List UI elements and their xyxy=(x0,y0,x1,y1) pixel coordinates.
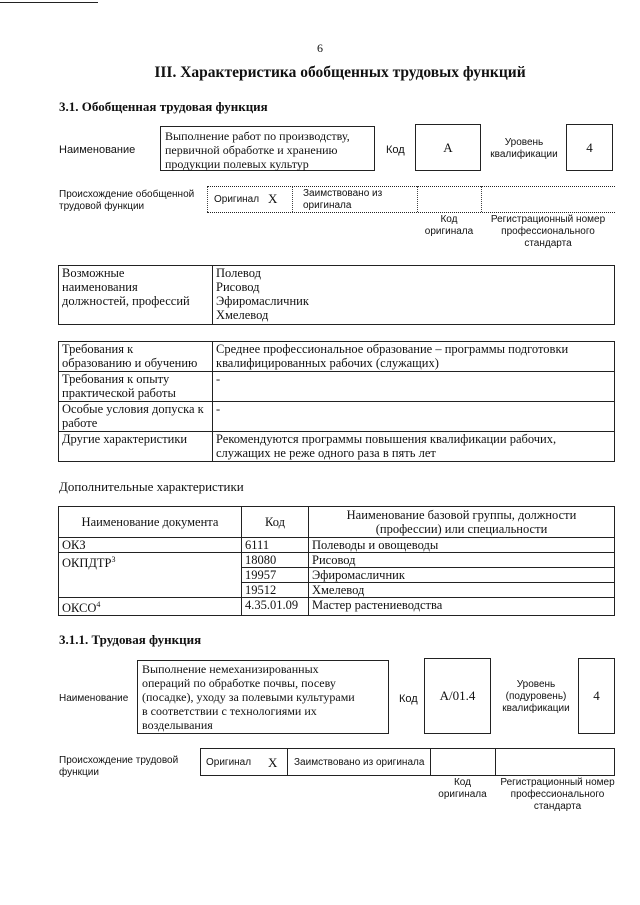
gtf-code-label: Код xyxy=(386,144,405,156)
tf-origin-divider xyxy=(287,748,288,775)
tf-origin-divider xyxy=(614,748,615,775)
additional-name-cell: Хмелевод xyxy=(309,583,615,598)
gtf-origin-underline xyxy=(207,212,615,213)
tf-name-label: Наименование xyxy=(59,693,129,704)
gtf-name-value: Выполнение работ по производству, первичной обработке и хранению продукции полевых культур xyxy=(160,126,375,171)
gtf-origin-divider xyxy=(292,186,293,212)
additional-name-cell: Полеводы и овощеводы xyxy=(309,538,615,553)
tf-origin-divider xyxy=(495,748,496,775)
additional-doc-cell xyxy=(59,598,242,616)
tf-origin-topline xyxy=(200,748,615,749)
additional-doc-cell xyxy=(59,553,242,598)
positions-label: Возможные наименования должностей, профессий xyxy=(59,266,213,325)
additional-header-name: Наименование базовой группы, должности (профессии) или специальности xyxy=(309,507,615,538)
additional-name-cell: Эфиромасличник xyxy=(309,568,615,583)
scan-edge-line xyxy=(0,2,98,3)
tf-borrowed-label: Заимствовано из оригинала xyxy=(294,757,425,768)
tf-level-value: 4 xyxy=(578,658,615,734)
additional-doc-text: ОКСО xyxy=(62,601,97,616)
gtf-origin-divider xyxy=(481,186,482,212)
additional-table xyxy=(58,506,615,616)
additional-name-cell: Мастер растениеводства xyxy=(309,598,615,616)
gtf-heading: 3.1. Обобщенная трудовая функция xyxy=(59,99,268,114)
req-experience-label: Требования к опыту практической работы xyxy=(59,372,213,402)
req-conditions-value: - xyxy=(213,402,615,432)
additional-header-doc: Наименование документа xyxy=(59,507,242,538)
tf-name-value: Выполнение немеханизированных операций по обработке почвы, посеву (посадке), уходу за полевыми культурами в соответствии с технологиями их возделывания xyxy=(137,660,389,734)
section-title: III. Характеристика обобщенных трудовых функций xyxy=(154,64,526,81)
additional-code-cell: 4.35.01.09 xyxy=(242,598,309,616)
req-conditions-label: Особые условия допуска к работе xyxy=(59,402,213,432)
additional-code-cell: 6111 xyxy=(242,538,309,553)
tf-code-label: Код xyxy=(399,693,418,705)
additional-code-cell: 18080 xyxy=(242,553,309,568)
table-row xyxy=(59,598,615,616)
gtf-origin-topline xyxy=(207,186,615,187)
req-other-value: Рекомендуются программы повышения квалификации рабочих, служащих не реже одного раза в пять лет xyxy=(213,432,615,462)
gtf-original-label: Оригинал xyxy=(214,194,260,205)
footnote-ref: 4 xyxy=(96,600,101,609)
tf-level-label: Уровень (подуровень) квалификации xyxy=(502,679,570,714)
tf-origin-underline xyxy=(200,775,615,776)
tf-reg-number-caption: Регистрационный номер профессионального стандарта xyxy=(500,777,615,812)
tf-original-mark: Х xyxy=(268,755,278,770)
requirements-table xyxy=(58,341,615,462)
tf-original-label: Оригинал xyxy=(206,757,252,768)
tf-origin-divider xyxy=(430,748,431,775)
gtf-origin-label: Происхождение обобщенной трудовой функции xyxy=(59,189,195,212)
req-education-value: Среднее профессиональное образование – программы подготовки квалифицированных рабочих (служащих) xyxy=(213,342,615,372)
additional-title: Дополнительные характеристики xyxy=(59,479,244,494)
table-row xyxy=(59,553,615,568)
tf-code-value: A/01.4 xyxy=(424,658,491,734)
additional-code-cell: 19957 xyxy=(242,568,309,583)
additional-doc-cell: ОКЗ xyxy=(59,538,242,553)
footnote-ref: 3 xyxy=(111,555,116,564)
gtf-code-value: А xyxy=(415,124,481,171)
gtf-origin-divider xyxy=(417,186,418,212)
tf-origin-label: Происхождение трудовой функции xyxy=(59,755,179,778)
tf-origin-divider xyxy=(200,748,201,775)
tf-origin-code-caption: Код оригинала xyxy=(438,777,487,800)
additional-doc-text: ОКПДТР xyxy=(62,556,112,571)
table-row xyxy=(59,538,615,553)
gtf-name-label: Наименование xyxy=(59,144,136,156)
tf-heading: 3.1.1. Трудовая функция xyxy=(59,632,202,647)
additional-header-code: Код xyxy=(242,507,309,538)
gtf-level-value: 4 xyxy=(566,124,613,171)
additional-code-cell: 19512 xyxy=(242,583,309,598)
req-education-label: Требования к образованию и обучению xyxy=(59,342,213,372)
gtf-reg-number-caption: Регистрационный номер профессионального стандарта xyxy=(490,214,606,249)
gtf-origin-divider xyxy=(207,186,208,212)
gtf-borrowed-label: Заимствовано из оригинала xyxy=(303,188,383,211)
additional-name-cell: Рисовод xyxy=(309,553,615,568)
req-experience-value: - xyxy=(213,372,615,402)
page-number: 6 xyxy=(317,41,323,55)
positions-values: Полевод Рисовод Эфиромасличник Хмелевод xyxy=(213,266,615,325)
gtf-origin-code-caption: Код оригинала xyxy=(424,214,474,237)
req-other-label: Другие характеристики xyxy=(59,432,213,462)
gtf-level-label: Уровень квалификации xyxy=(490,137,558,160)
gtf-original-mark: Х xyxy=(268,191,278,206)
positions-table xyxy=(58,265,615,325)
